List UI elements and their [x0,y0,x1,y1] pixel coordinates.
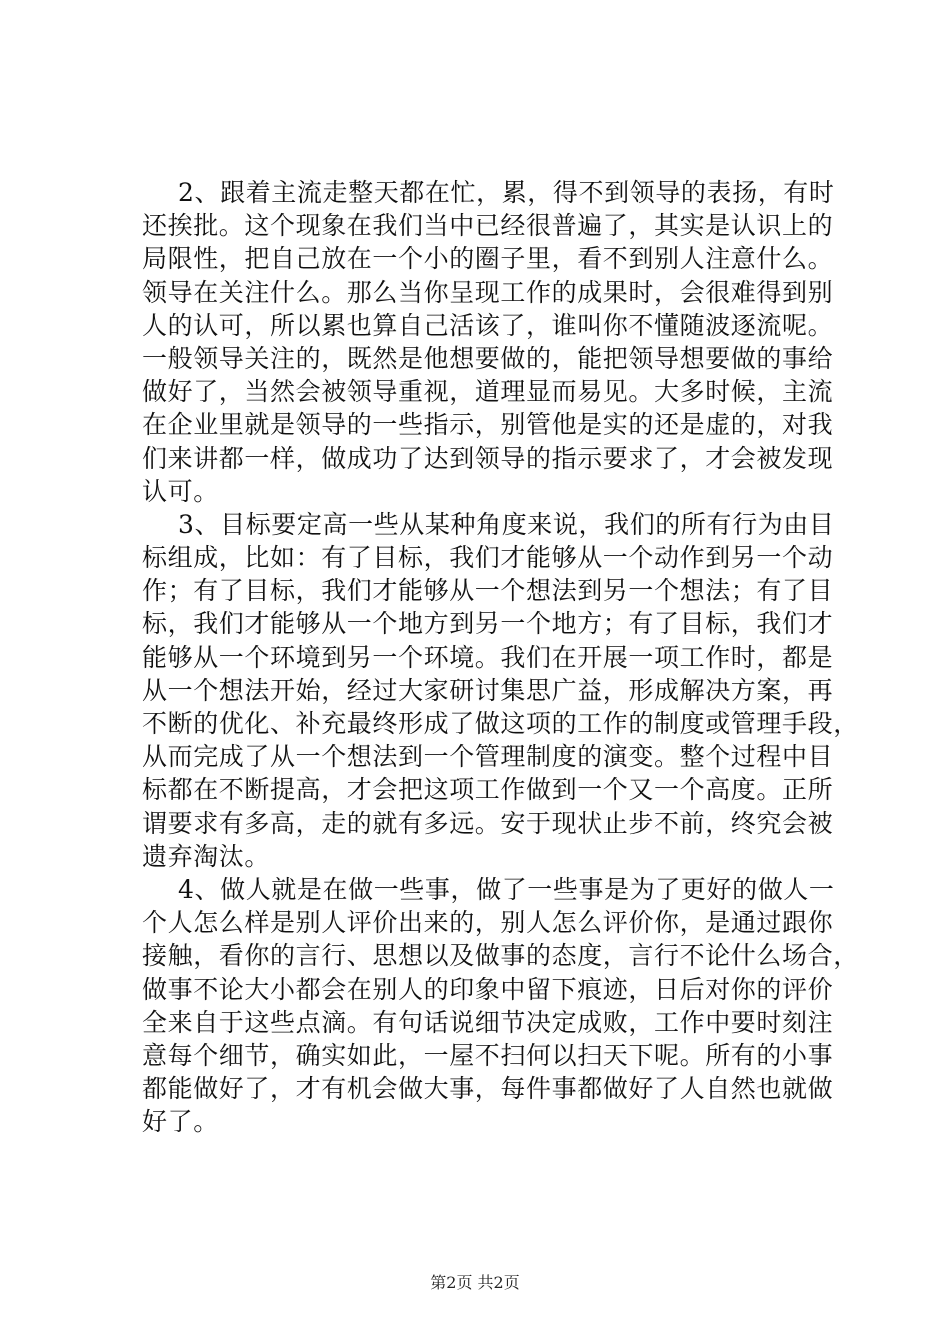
page-number-footer: 第2页 共2页 [430,1273,520,1292]
paragraph-4-line: 个人怎么样是别人评价出来的，别人怎么评价你，是通过跟你 [142,908,834,938]
paragraph-3-line: 标都在不断提高，才会把这项工作做到一个又一个高度。正所 [142,775,834,805]
paragraph-4-line: 做事不论大小都会在别人的印象中留下痕迹，日后对你的评价 [142,974,834,1004]
paragraph-4-line: 意每个细节，确实如此，一屋不扫何以扫天下呢。所有的小事 [142,1040,834,1070]
paragraph-2-line: 在企业里就是领导的一些指示，别管他是实的还是虚的，对我 [142,410,834,440]
paragraph-3-line: 从一个想法开始，经过大家研讨集思广益，形成解决方案，再 [142,675,834,705]
paragraph-4-line: 都能做好了，才有机会做大事，每件事都做好了人自然也就做 [142,1074,834,1104]
paragraph-2-line: 认可。 [142,476,219,506]
paragraph-4-line: 4、做人就是在做一些事，做了一些事是为了更好的做人一 [178,874,835,904]
paragraph-2-line: 2、跟着主流走整天都在忙，累，得不到领导的表扬，有时 [178,178,835,207]
paragraph-4-line: 全来自于这些点滴。有句话说细节决定成败，工作中要时刻注 [142,1007,834,1037]
paragraph-2-line: 还挨批。这个现象在我们当中已经很普遍了，其实是认识上的 [142,211,834,241]
paragraph-3-line: 标，我们才能够从一个地方到另一个地方；有了目标，我们才 [142,609,834,639]
paragraph-4-line: 接触，看你的言行、思想以及做事的态度，言行不论什么场合， [142,941,859,971]
paragraph-3-line: 谓要求有多高，走的就有多远。安于现状止步不前，终究会被 [142,808,834,838]
paragraph-2-line: 人的认可，所以累也算自己活该了，谁叫你不懂随波逐流呢。 [142,310,834,340]
document-body [142,176,859,1138]
paragraph-2-line: 局限性，把自己放在一个小的圈子里，看不到别人注意什么。 [142,244,834,274]
paragraph-3-line: 不断的优化、补充最终形成了做这项的工作的制度或管理手段， [142,709,859,738]
paragraph-3-line: 能够从一个环境到另一个环境。我们在开展一项工作时，都是 [142,642,834,672]
paragraph-3-line: 3、目标要定高一些从某种角度来说，我们的所有行为由目 [178,509,835,539]
paragraph-2-line: 们来讲都一样，做成功了达到领导的指示要求了，才会被发现 [142,443,834,473]
paragraph-3-line: 标组成，比如：有了目标，我们才能够从一个动作到另一个动 [142,543,834,573]
paragraph-2-line: 一般领导关注的，既然是他想要做的，能把领导想要做的事给 [142,343,834,373]
paragraph-2-line: 做好了，当然会被领导重视，道理显而易见。大多时候，主流 [142,377,834,407]
paragraph-3-line: 作；有了目标，我们才能够从一个想法到另一个想法；有了目 [142,576,834,606]
paragraph-2-line: 领导在关注什么。那么当你呈现工作的成果时，会很难得到别 [142,277,834,307]
paragraph-4-line: 好了。 [142,1107,219,1137]
paragraph-3-line: 遗弃淘汰。 [142,841,271,871]
paragraph-3-line: 从而完成了从一个想法到一个管理制度的演变。整个过程中目 [142,742,834,772]
